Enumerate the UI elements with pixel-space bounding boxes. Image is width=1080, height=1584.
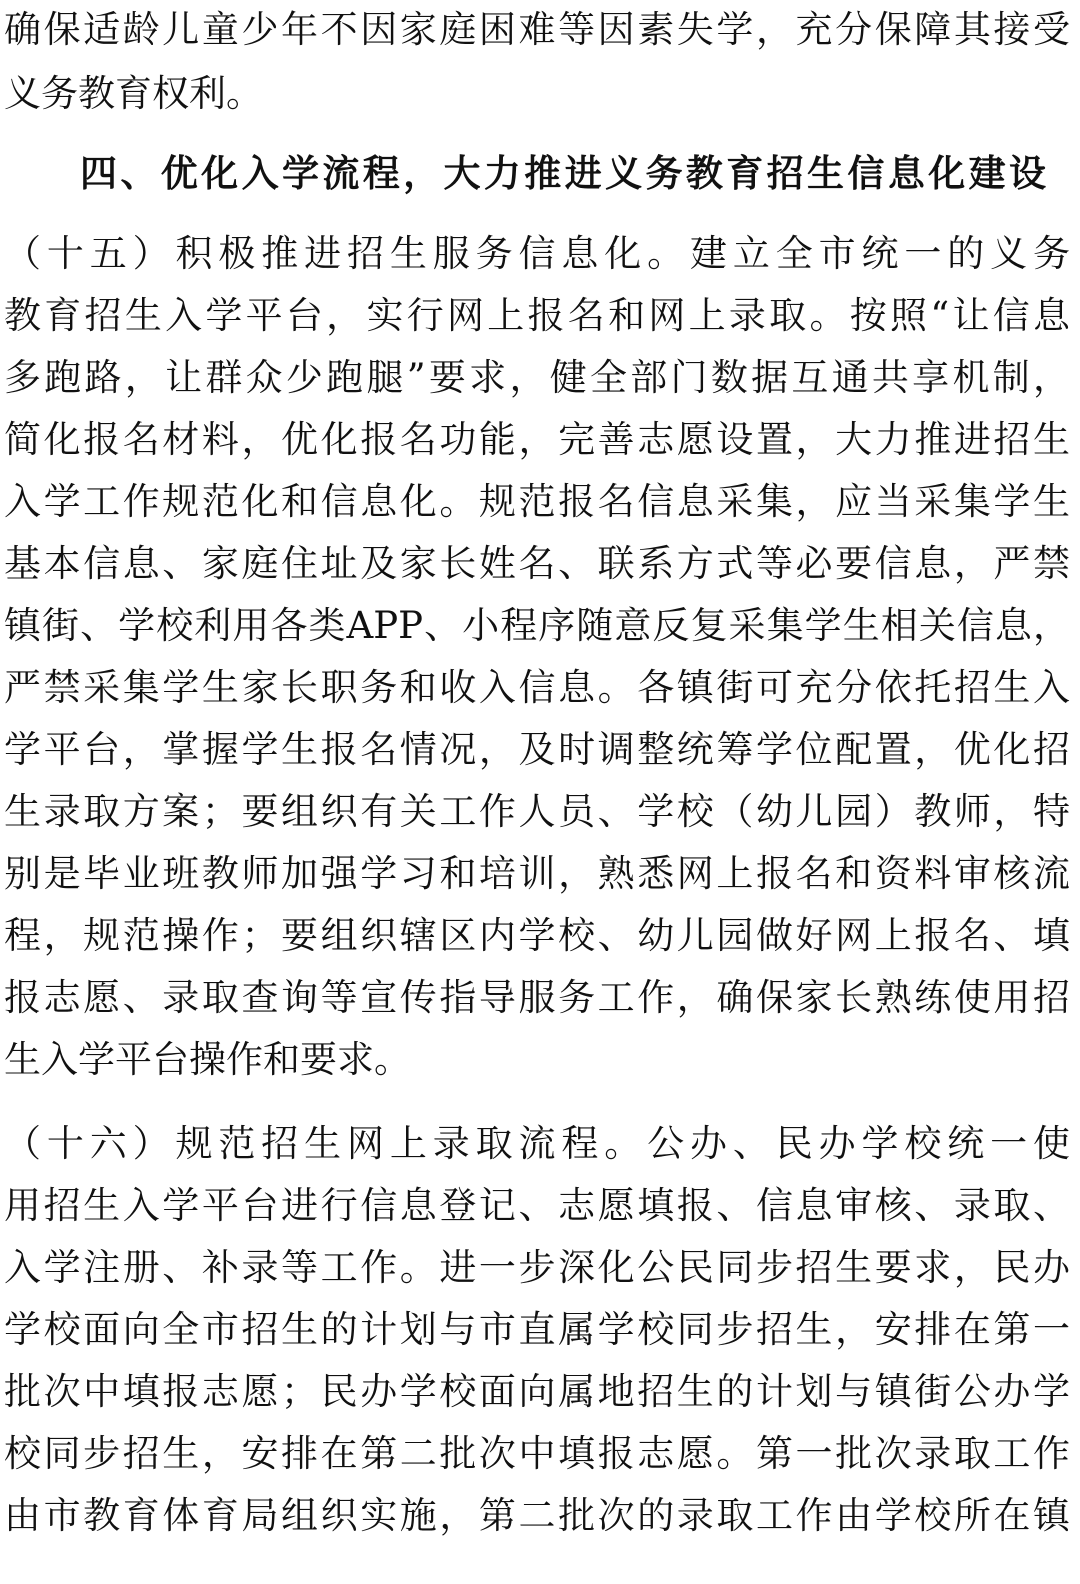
p15-line-10: 生录取方案；要组织有关工作人员、学校（幼儿园）教师，特 [4, 790, 1070, 833]
p16-line-5: 批次中填报志愿；民办学校面向属地招生的计划与镇街公办学 [4, 1370, 1070, 1413]
p16-line-4: 学校面向全市招生的计划与市直属学校同步招生，安排在第一 [4, 1308, 1070, 1351]
section-heading: 四、优化入学流程，大力推进义务教育招生信息化建设 [80, 152, 1046, 195]
p15-line-3: 多跑路，让群众少跑腿”要求，健全部门数据互通共享机制， [4, 356, 1070, 399]
p16-line-3: 入学注册、补录等工作。进一步深化公民同步招生要求，民办 [4, 1246, 1070, 1289]
p16-line-2: 用招生入学平台进行信息登记、志愿填报、信息审核、录取、 [4, 1184, 1070, 1227]
p16-line-6: 校同步招生，安排在第二批次中填报志愿。第一批次录取工作 [4, 1432, 1070, 1475]
p16-line-7: 由市教育体育局组织实施，第二批次的录取工作由学校所在镇 [4, 1494, 1070, 1537]
p15-line-12: 程，规范操作；要组织辖区内学校、幼儿园做好网上报名、填 [4, 914, 1070, 957]
p15-line-1: （十五）积极推进招生服务信息化。建立全市统一的义务 [4, 232, 1070, 275]
p15-line-5: 入学工作规范化和信息化。规范报名信息采集，应当采集学生 [4, 480, 1070, 523]
p15-line-6: 基本信息、家庭住址及家长姓名、联系方式等必要信息，严禁 [4, 542, 1070, 585]
intro-line-2: 义务教育权利。 [4, 72, 263, 115]
p15-line-13: 报志愿、录取查询等宣传指导服务工作，确保家长熟练使用招 [4, 976, 1070, 1019]
p15-line-7: 镇街、学校利用各类APP、小程序随意反复采集学生相关信息， [4, 604, 1070, 647]
p15-line-9: 学平台，掌握学生报名情况，及时调整统筹学位配置，优化招 [4, 728, 1070, 771]
p15-line-2: 教育招生入学平台，实行网上报名和网上录取。按照“让信息 [4, 294, 1070, 337]
p16-line-1: （十六）规范招生网上录取流程。公办、民办学校统一使 [4, 1122, 1070, 1165]
intro-line-1: 确保适龄儿童少年不因家庭困难等因素失学，充分保障其接受 [4, 8, 1070, 51]
p15-line-11: 别是毕业班教师加强学习和培训，熟悉网上报名和资料审核流 [4, 852, 1070, 895]
p15-line-4: 简化报名材料，优化报名功能，完善志愿设置，大力推进招生 [4, 418, 1070, 461]
p15-line-8: 严禁采集学生家长职务和收入信息。各镇街可充分依托招生入 [4, 666, 1070, 709]
p15-line-14: 生入学平台操作和要求。 [4, 1038, 411, 1081]
